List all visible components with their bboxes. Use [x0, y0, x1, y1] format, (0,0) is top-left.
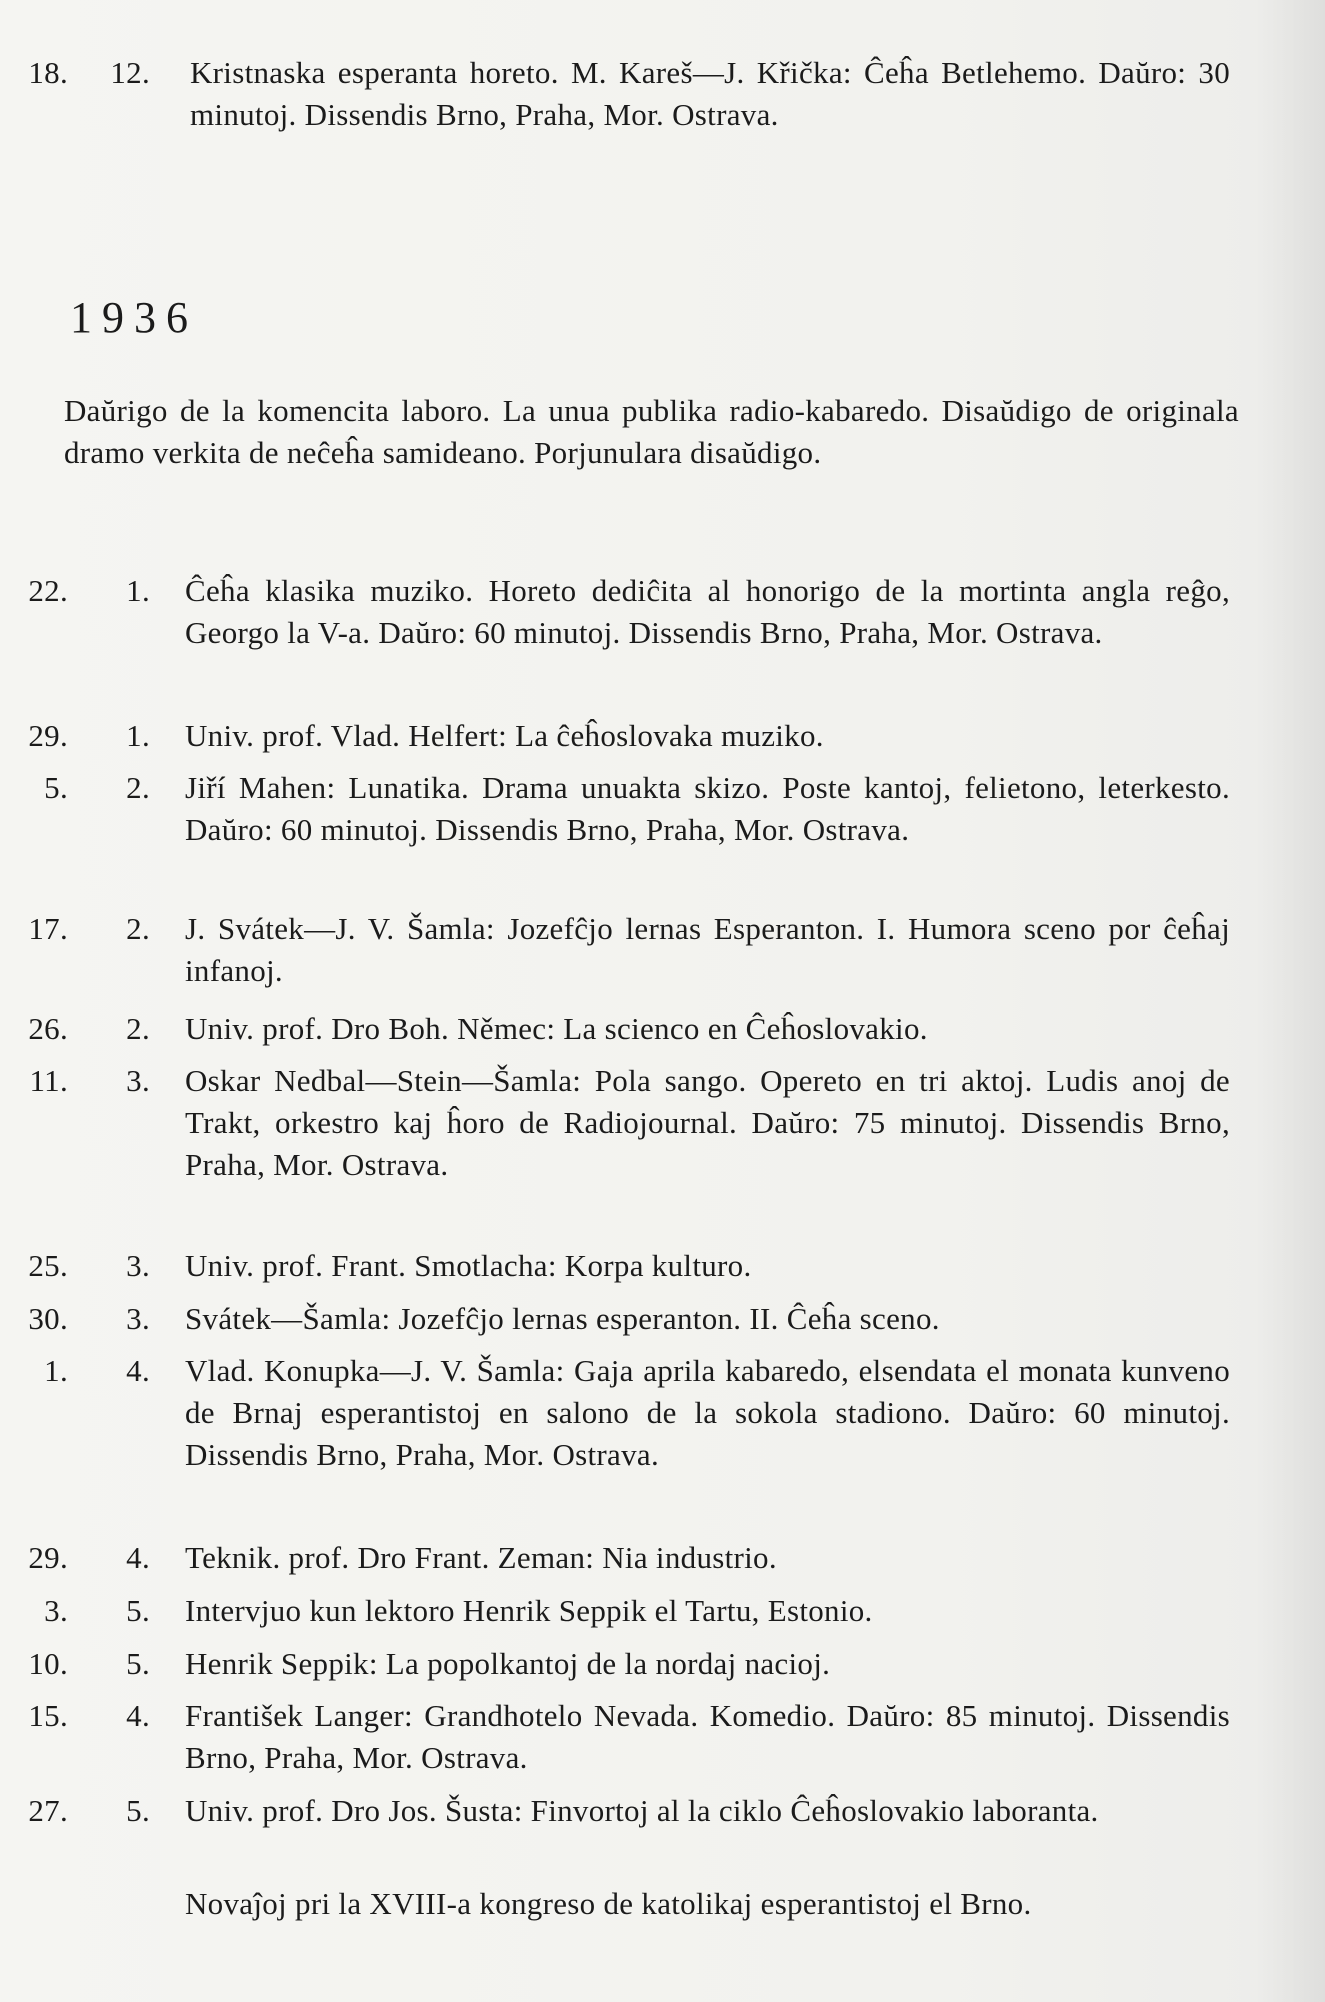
entry-text: Intervjuo kun lektoro Henrik Seppik el Tartu, Estonio. — [185, 1593, 873, 1628]
entry-month: 1. — [126, 573, 150, 608]
entry-text: Univ. prof. Dro Boh. Němec: La scienco en Ĉeĥoslovakio. — [185, 1011, 928, 1046]
entry-text: Univ. prof. Vlad. Helfert: La ĉeĥoslovaka muziko. — [185, 718, 824, 753]
entry-row — [0, 1008, 1325, 1050]
entry-day: 17. — [28, 911, 68, 946]
entry-month: 4. — [126, 1698, 150, 1733]
entry-text: Univ. prof. Dro Jos. Šusta: Finvortoj al la ciklo Ĉeĥoslovakio laboranta. — [185, 1793, 1099, 1828]
entry-month: 12. — [110, 55, 150, 90]
entry-row — [0, 570, 1325, 696]
entry-row — [0, 1350, 1325, 1518]
entry-text: Jiří Mahen: Lunatika. Drama unuakta skizo. Poste kantoj, felietono, leterkesto. Daŭro: 60 minutoj. Dissendis Brno, Praha, Mor. Ostrava. — [185, 770, 1230, 847]
entry-row — [0, 1060, 1325, 1228]
entry-row — [0, 1695, 1325, 1779]
entry-row — [0, 908, 1325, 992]
entry-row — [0, 767, 1325, 893]
entry-row — [0, 1590, 1325, 1632]
entry-text: Oskar Nedbal—Stein—Šamla: Pola sango. Opereto en tri aktoj. Ludis anoj de Trakt, orkestro kaj ĥoro de Radiojournal. Daŭro: 75 minutoj. Dissendis Brno, Praha, Mor. Ostrava. — [185, 1063, 1230, 1182]
year-heading: 1936 — [70, 293, 198, 342]
entry-month: 5. — [126, 1793, 150, 1828]
entry-day: 29. — [28, 718, 68, 753]
entry-text: Kristnaska esperanta horeto. M. Kareš—J. Křička: Ĉeĥa Betlehemo. Daŭro: 30 minutoj. Dissendis Brno, Praha, Mor. Ostrava. — [190, 55, 1230, 132]
entry-day: 22. — [28, 573, 68, 608]
entry-month: 4. — [126, 1353, 150, 1388]
entry-month: 5. — [126, 1593, 150, 1628]
entry-day: 5. — [44, 770, 68, 805]
entry-row — [0, 52, 1325, 178]
entry-text: Teknik. prof. Dro Frant. Zeman: Nia industrio. — [185, 1540, 777, 1575]
entry-day: 3. — [44, 1593, 68, 1628]
entry-day: 1. — [44, 1353, 68, 1388]
entry-text: Henrik Seppik: La popolkantoj de la nordaj nacioj. — [185, 1646, 831, 1681]
entry-month: 2. — [126, 1011, 150, 1046]
entry-row — [0, 1790, 1325, 1874]
entry-row — [0, 1245, 1325, 1287]
entry-month: 2. — [126, 911, 150, 946]
entry-month: 1. — [126, 718, 150, 753]
entry-month: 5. — [126, 1646, 150, 1681]
entry-day: 26. — [28, 1011, 68, 1046]
entry-text: Svátek—Šamla: Jozefĉjo lernas esperanton. II. Ĉeĥa sceno. — [185, 1301, 940, 1336]
entry-day: 30. — [28, 1301, 68, 1336]
entry-text: František Langer: Grandhotelo Nevada. Komedio. Daŭro: 85 minutoj. Dissendis Brno, Praha, Mor. Ostrava. — [185, 1698, 1230, 1775]
entry-text: Univ. prof. Frant. Smotlacha: Korpa kulturo. — [185, 1248, 752, 1283]
trailing-note: Novaĵoj pri la XVIII-a kongreso de katolikaj esperantistoj el Brno. — [185, 1886, 1032, 1921]
entry-day: 27. — [28, 1793, 68, 1828]
entry-month: 3. — [126, 1301, 150, 1336]
entry-day: 15. — [28, 1698, 68, 1733]
entry-text: Ĉeĥa klasika muziko. Horeto dediĉita al honorigo de la mortinta angla reĝo, Georgo la V-a. Daŭro: 60 minutoj. Dissendis Brno, Praha, Mor. Ostrava. — [185, 573, 1230, 650]
entry-text: Vlad. Konupka—J. V. Šamla: Gaja aprila kabaredo, elsendata el monata kunveno de Brnaj esperantistoj en salono de la sokola stadiono. Daŭro: 60 minutoj. Dissendis Brno, Praha, Mor. Ostrava. — [185, 1353, 1230, 1472]
entry-row — [0, 1643, 1325, 1685]
entry-row — [0, 1537, 1325, 1579]
entry-day: 10. — [28, 1646, 68, 1681]
year-intro: Daŭrigo de la komencita laboro. La unua publika radio-kabaredo. Disaŭdigo de originala dramo verkita de neĉeĥa samideano. Porjunulara disaŭdigo. — [64, 393, 1239, 470]
entry-day: 18. — [28, 55, 68, 90]
entry-row — [0, 1298, 1325, 1340]
entry-day: 29. — [28, 1540, 68, 1575]
entry-day: 25. — [28, 1248, 68, 1283]
entry-month: 3. — [126, 1248, 150, 1283]
entry-day: 11. — [29, 1063, 68, 1098]
entry-row — [0, 715, 1325, 757]
entry-month: 4. — [126, 1540, 150, 1575]
entry-text: J. Svátek—J. V. Šamla: Jozefĉjo lernas Esperanton. I. Humora sceno por ĉeĥaj infanoj. — [185, 911, 1230, 988]
entry-month: 3. — [126, 1063, 150, 1098]
entry-month: 2. — [126, 770, 150, 805]
